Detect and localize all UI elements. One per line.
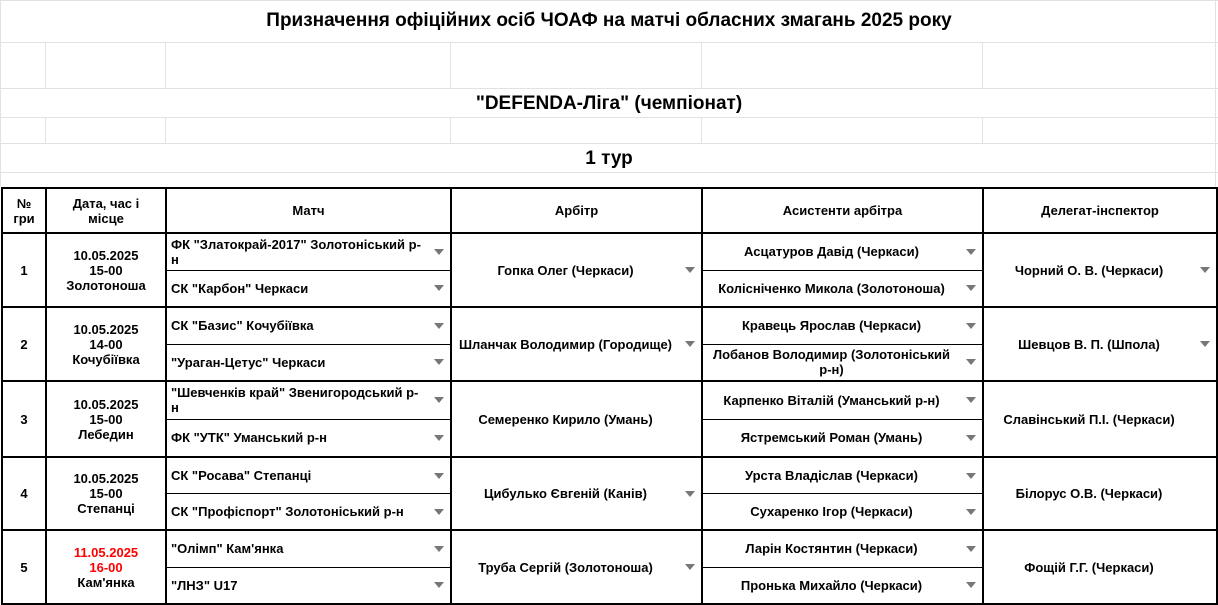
game-date: 10.05.2025 <box>73 247 139 263</box>
team-away-select-text: СК "Профіспорт" Золотоніський р-н <box>171 504 404 519</box>
team-away-select[interactable] <box>167 494 450 529</box>
dropdown-arrow-icon[interactable] <box>434 285 444 291</box>
referee-cell <box>451 233 702 307</box>
assistant-1-select-text: Асцатуров Давід (Черкаси) <box>744 244 919 260</box>
game-place: Кам'янка <box>77 574 135 590</box>
delegate-cell <box>983 233 1217 307</box>
dropdown-arrow-icon[interactable] <box>685 267 695 273</box>
page-title: Призначення офіційних осіб ЧОАФ на матчі обласних змагань 2025 року <box>266 10 952 31</box>
dropdown-arrow-icon[interactable] <box>966 546 976 552</box>
assistants-cell <box>702 381 983 457</box>
game-place: Степанці <box>77 501 135 516</box>
header-referee: Арбітр <box>451 188 702 233</box>
team-home-select[interactable] <box>167 458 450 493</box>
assistants-cell <box>702 233 983 307</box>
assistant-1-select[interactable] <box>703 234 982 270</box>
gridline <box>0 117 1218 118</box>
assistant-2-select-text: Колісніченко Микола (Золотоноша) <box>718 280 945 296</box>
dropdown-arrow-icon[interactable] <box>434 323 444 329</box>
assistant-2-select[interactable] <box>703 494 982 529</box>
gridline <box>701 42 702 88</box>
league-title: "DEFENDA-Ліга" (чемпіонат) <box>475 93 743 114</box>
game-date-cell <box>46 233 166 307</box>
assistant-2-select-text: Пронька Михайло (Черкаси) <box>740 577 923 593</box>
game-time: 14-00 <box>89 336 123 352</box>
team-home-select[interactable] <box>167 308 450 344</box>
team-away-select[interactable] <box>167 271 450 307</box>
assistant-2-select[interactable] <box>703 568 982 604</box>
gridline <box>0 88 1218 89</box>
referee-select[interactable] <box>452 234 701 306</box>
dropdown-arrow-icon[interactable] <box>434 249 444 255</box>
dropdown-arrow-icon[interactable] <box>966 473 976 479</box>
dropdown-arrow-icon[interactable] <box>966 582 976 588</box>
match-cell <box>166 530 451 604</box>
assistant-1-select-text: Ларін Костянтин (Черкаси) <box>745 541 918 557</box>
assignments-table <box>1 187 1218 605</box>
dropdown-arrow-icon[interactable] <box>434 509 444 515</box>
dropdown-arrow-icon[interactable] <box>434 359 444 365</box>
table-row <box>2 530 1217 604</box>
delegate-select[interactable] <box>984 458 1216 529</box>
gridline <box>165 42 166 88</box>
assistant-1-select[interactable] <box>703 308 982 344</box>
delegate-cell <box>983 530 1217 604</box>
delegate-select-text: Фощій Г.Г. (Черкаси) <box>1024 559 1154 575</box>
delegate-select-text: Шевцов В. П. (Шпола) <box>1018 336 1160 352</box>
game-date-cell <box>46 457 166 530</box>
game-date-cell <box>46 307 166 381</box>
assistant-1-select[interactable] <box>703 382 982 419</box>
referee-select-text: Труба Сергій (Золотоноша) <box>478 559 653 575</box>
dropdown-arrow-icon[interactable] <box>434 546 444 552</box>
referee-select-text: Семеренко Кирило (Умань) <box>478 411 653 427</box>
dropdown-arrow-icon[interactable] <box>434 582 444 588</box>
table-row <box>2 381 1217 457</box>
delegate-cell <box>983 457 1217 530</box>
assistant-1-select[interactable] <box>703 458 982 493</box>
delegate-select[interactable] <box>984 308 1216 380</box>
header-delegate: Делегат-інспектор <box>983 188 1217 233</box>
table-row <box>2 307 1217 381</box>
dropdown-arrow-icon[interactable] <box>966 509 976 515</box>
delegate-select-text: Славінський П.І. (Черкаси) <box>1003 411 1175 427</box>
team-home-select-text: СК "Базис" Кочубіївка <box>171 318 314 334</box>
referee-select[interactable] <box>452 531 701 603</box>
referee-select-text: Шланчак Володимир (Городище) <box>458 336 673 352</box>
game-number: 3 <box>2 381 46 457</box>
dropdown-arrow-icon[interactable] <box>434 397 444 403</box>
dropdown-arrow-icon[interactable] <box>685 341 695 347</box>
delegate-select[interactable] <box>984 234 1216 306</box>
gridline <box>982 42 983 88</box>
team-away-select-text: "ЛНЗ" U17 <box>171 577 238 593</box>
assistant-2-select[interactable] <box>703 420 982 457</box>
delegate-cell <box>983 307 1217 381</box>
referee-select[interactable] <box>452 382 701 456</box>
game-number: 2 <box>2 307 46 381</box>
assistant-1-select-text: Урста Владіслав (Черкаси) <box>745 468 918 483</box>
delegate-select[interactable] <box>984 382 1216 456</box>
team-home-select-text: СК "Росава" Степанці <box>171 468 312 483</box>
referee-cell <box>451 381 702 457</box>
assistant-1-select[interactable] <box>703 531 982 567</box>
gridline <box>450 117 451 143</box>
dropdown-arrow-icon[interactable] <box>966 359 976 365</box>
match-cell <box>166 307 451 381</box>
table-header-row <box>2 188 1217 233</box>
gridline <box>0 0 1218 1</box>
assistant-1-select-text: Кравець Ярослав (Черкаси) <box>741 318 922 334</box>
game-place: Лебедин <box>78 426 134 442</box>
game-time: 15-00 <box>89 486 123 501</box>
assistant-2-select[interactable] <box>703 271 982 307</box>
game-number: 4 <box>2 457 46 530</box>
game-date: 10.05.2025 <box>73 321 139 337</box>
header-num: № гри <box>2 188 46 233</box>
table-row <box>2 457 1217 530</box>
team-home-select[interactable] <box>167 234 450 270</box>
team-home-select[interactable] <box>167 382 450 419</box>
team-away-select[interactable] <box>167 568 450 604</box>
referee-cell <box>451 530 702 604</box>
game-date: 10.05.2025 <box>73 396 139 412</box>
game-date: 10.05.2025 <box>73 471 139 486</box>
team-home-select[interactable] <box>167 531 450 567</box>
gridline <box>0 42 1218 43</box>
game-date: 11.05.2025 <box>73 544 139 560</box>
game-time: 16-00 <box>89 559 123 575</box>
delegate-cell <box>983 381 1217 457</box>
delegate-select[interactable] <box>984 531 1216 603</box>
team-away-select[interactable] <box>167 420 450 457</box>
referee-cell <box>451 307 702 381</box>
gridline <box>165 117 166 143</box>
referee-select-text: Цибулько Євгеній (Канів) <box>484 486 647 501</box>
dropdown-arrow-icon[interactable] <box>1200 341 1210 347</box>
game-number: 1 <box>2 233 46 307</box>
round-title: 1 тур <box>585 148 633 169</box>
referee-cell <box>451 457 702 530</box>
match-cell <box>166 457 451 530</box>
dropdown-arrow-icon[interactable] <box>434 473 444 479</box>
game-time: 15-00 <box>89 262 123 278</box>
dropdown-arrow-icon[interactable] <box>966 397 976 403</box>
team-home-select-text: "Шевченків край" Звенигородський р-н <box>171 385 419 416</box>
game-date-cell <box>46 530 166 604</box>
gridline <box>0 143 1218 144</box>
referee-select-text: Гопка Олег (Черкаси) <box>497 262 634 278</box>
assistants-cell <box>702 307 983 381</box>
header-date: Дата, час і місце <box>46 188 166 233</box>
dropdown-arrow-icon[interactable] <box>966 435 976 441</box>
header-assistants: Асистенти арбітра <box>702 188 983 233</box>
gridline <box>0 172 1218 173</box>
gridline <box>45 117 46 143</box>
game-place: Золотоноша <box>66 277 146 293</box>
delegate-select-text: Чорний О. В. (Черкаси) <box>1014 262 1164 278</box>
game-place: Кочубіївка <box>72 351 140 367</box>
referee-select[interactable] <box>452 458 701 529</box>
assistants-cell <box>702 457 983 530</box>
game-number: 5 <box>2 530 46 604</box>
dropdown-arrow-icon[interactable] <box>966 285 976 291</box>
gridline <box>450 42 451 88</box>
assistant-1-select-text: Карпенко Віталій (Уманський р-н) <box>723 392 940 408</box>
gridline <box>982 117 983 143</box>
referee-select[interactable] <box>452 308 701 380</box>
game-time: 15-00 <box>89 411 123 427</box>
team-home-select-text: ФК "Златокрай-2017" Золотоніський р-н <box>171 236 421 267</box>
dropdown-arrow-icon[interactable] <box>685 491 695 497</box>
team-away-select-text: СК "Карбон" Черкаси <box>171 280 309 296</box>
dropdown-arrow-icon[interactable] <box>966 323 976 329</box>
dropdown-arrow-icon[interactable] <box>685 564 695 570</box>
dropdown-arrow-icon[interactable] <box>1200 267 1210 273</box>
team-home-select-text: "Олімп" Кам'янка <box>171 541 284 557</box>
delegate-select-text: Білорус О.В. (Черкаси) <box>1015 486 1163 501</box>
assistant-2-select-text: Лобанов Володимир (Золотоніський р-н) <box>712 347 951 378</box>
assistant-2-select-text: Сухаренко Ігор (Черкаси) <box>750 504 913 519</box>
table-row <box>2 233 1217 307</box>
team-away-select[interactable] <box>167 345 450 381</box>
gridline <box>45 42 46 88</box>
match-cell <box>166 381 451 457</box>
team-away-select-text: "Ураган-Цетус" Черкаси <box>171 354 326 370</box>
assistant-2-select[interactable] <box>703 345 982 381</box>
dropdown-arrow-icon[interactable] <box>434 435 444 441</box>
match-cell <box>166 233 451 307</box>
dropdown-arrow-icon[interactable] <box>966 249 976 255</box>
assistant-2-select-text: Ястремський Роман (Умань) <box>740 430 923 446</box>
game-date-cell <box>46 381 166 457</box>
header-match: Матч <box>166 188 451 233</box>
team-away-select-text: ФК "УТК" Уманський р-н <box>171 430 327 446</box>
assistants-cell <box>702 530 983 604</box>
gridline <box>701 117 702 143</box>
